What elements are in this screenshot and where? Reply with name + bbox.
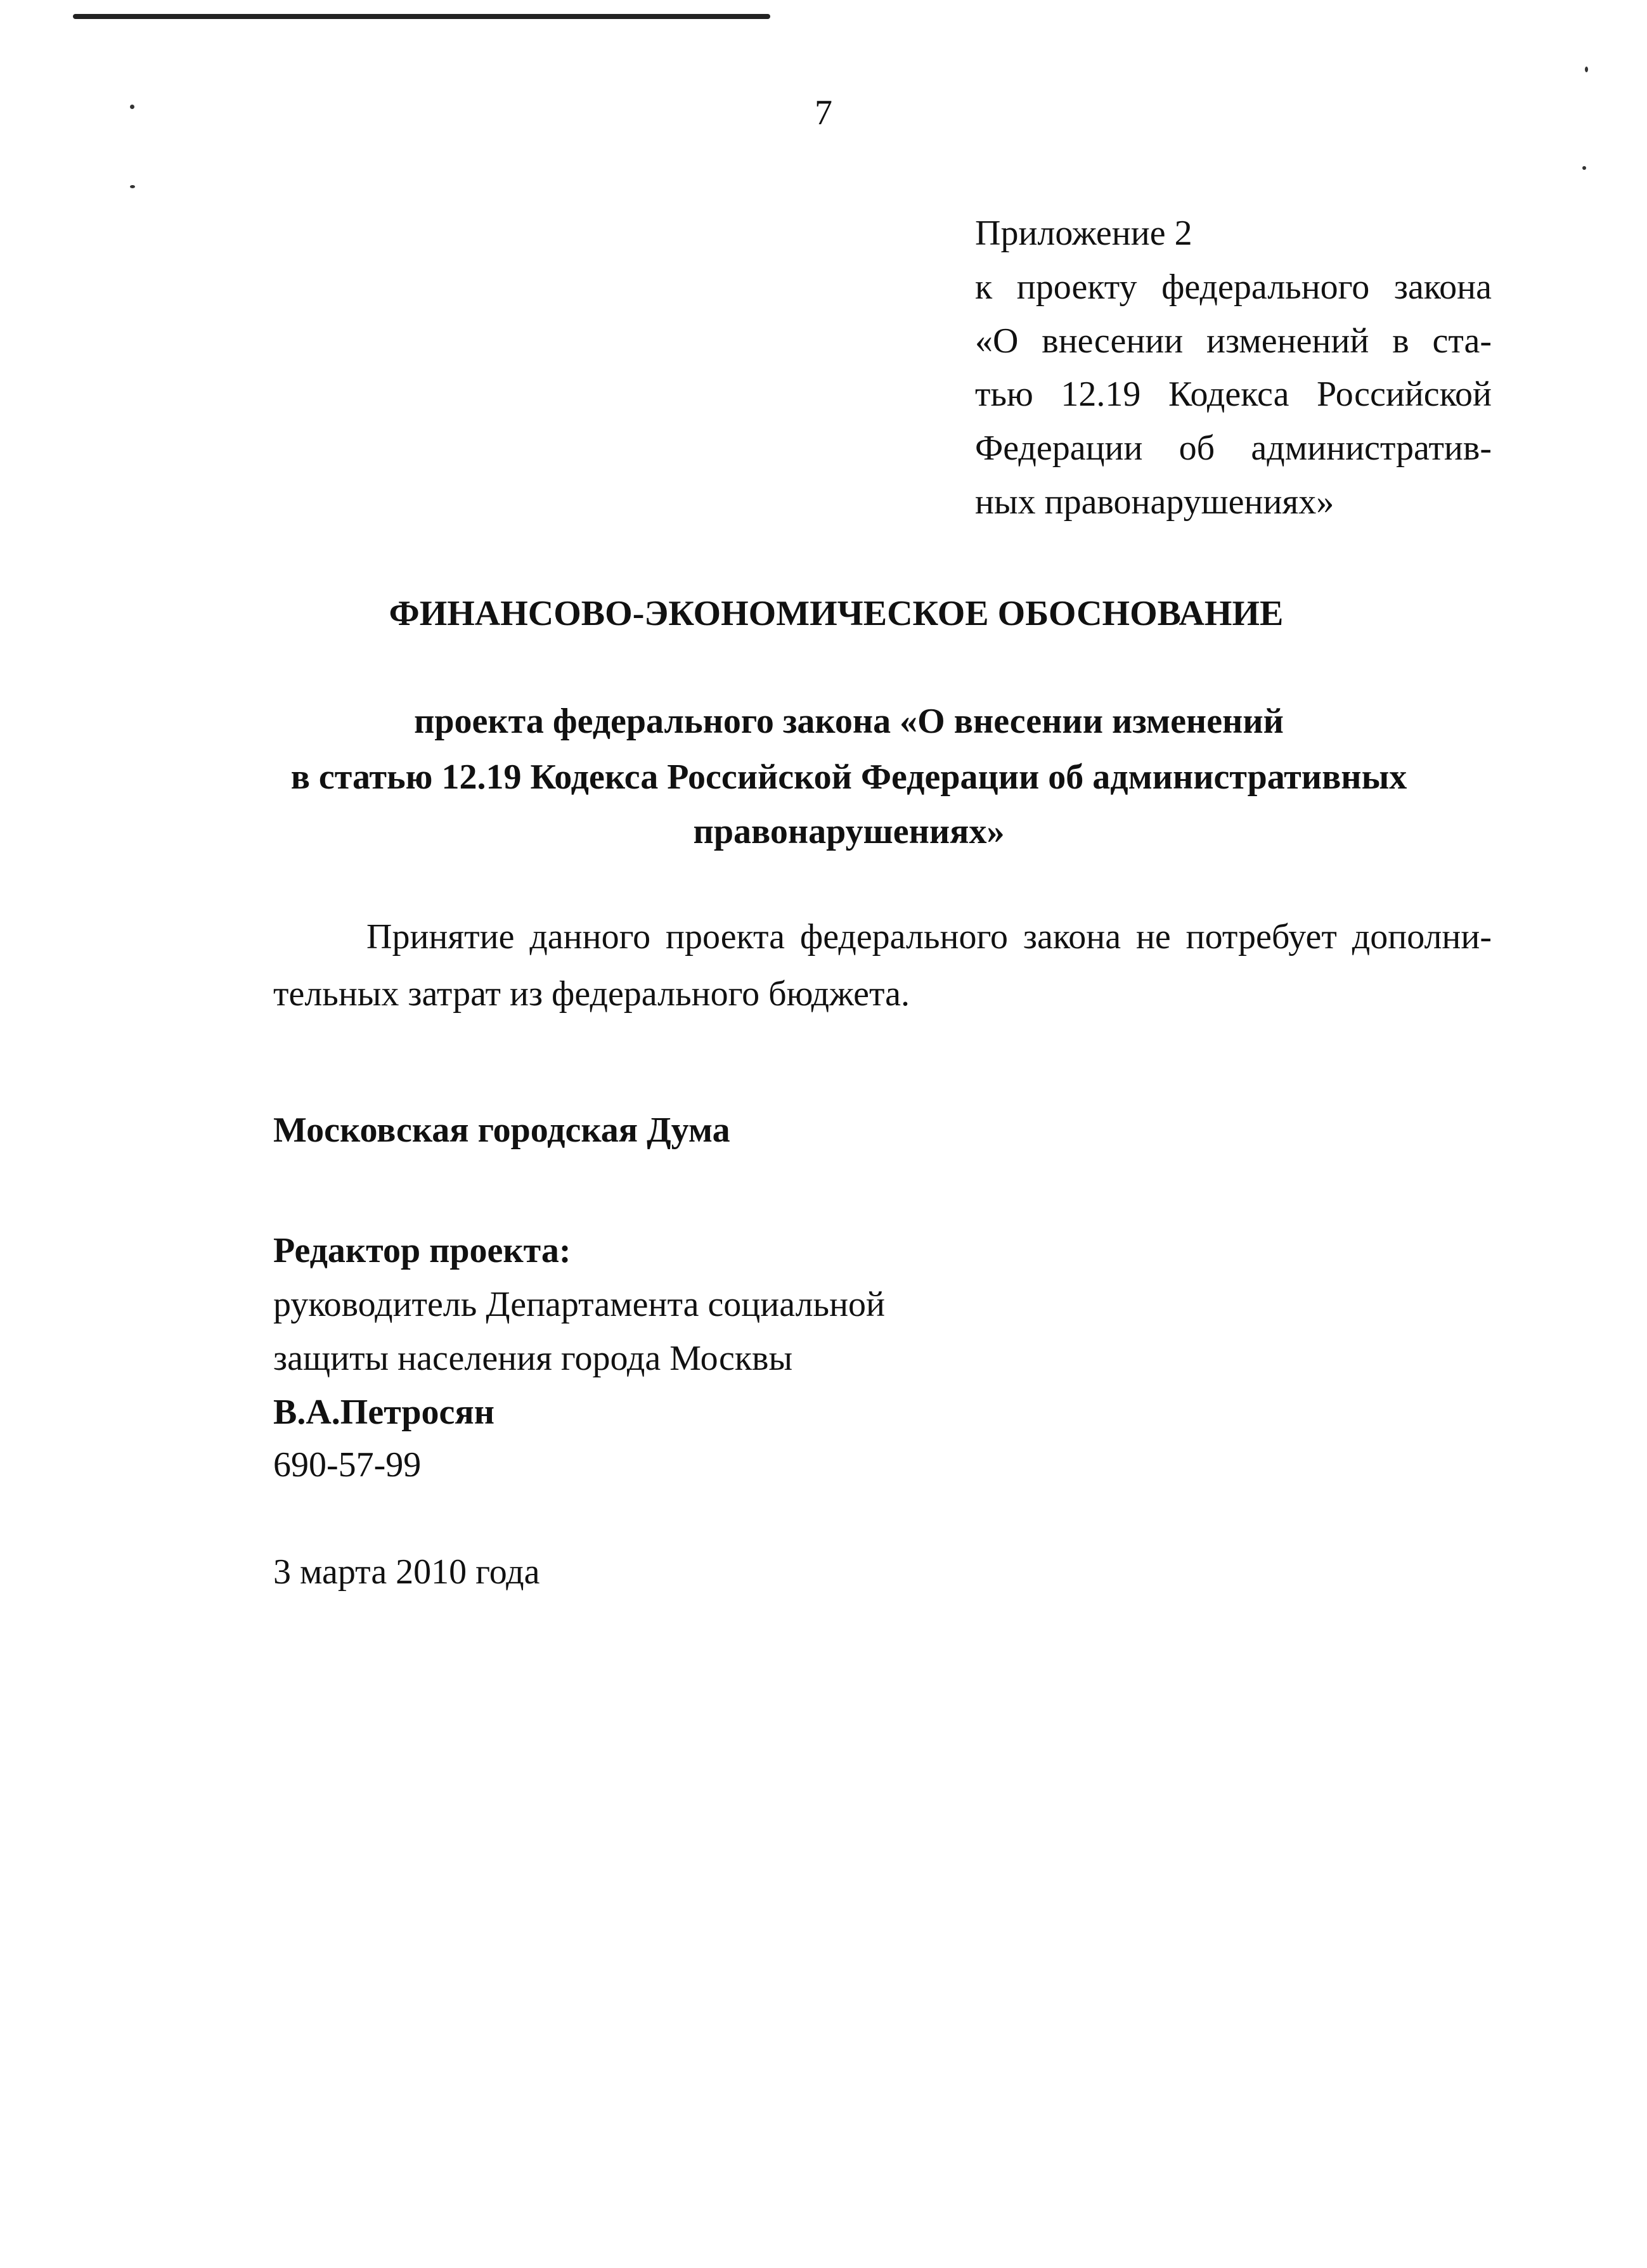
body-line: Принятие данного проекта федерального закона не потребует дополни-: [366, 917, 1492, 957]
editor-position: руководитель Департамента социальной: [273, 1285, 886, 1324]
appendix-line: «О внесении изменений в ста-: [975, 321, 1492, 361]
subtitle-line: в статью 12.19 Кодекса Российской Федерации об административных: [290, 757, 1407, 797]
editor-label: Редактор проекта:: [273, 1231, 571, 1270]
body-line: тельных затрат из федерального бюджета.: [273, 974, 910, 1014]
scan-artifact-line: [73, 14, 770, 19]
document-title: ФИНАНСОВО-ЭКОНОМИЧЕСКОЕ ОБОСНОВАНИЕ: [389, 594, 1284, 633]
scan-speck: [1585, 67, 1588, 72]
appendix-line: к проекту федерального закона: [975, 267, 1492, 307]
appendix-line: ных правонарушениях»: [975, 482, 1334, 522]
appendix-line: тью 12.19 Кодекса Российской: [975, 375, 1492, 414]
scan-speck: [1582, 166, 1586, 170]
editor-position: защиты населения города Москвы: [273, 1339, 793, 1378]
scan-speck: [130, 185, 135, 188]
editor-phone: 690-57-99: [273, 1445, 422, 1485]
appendix-line: Приложение 2: [975, 214, 1192, 253]
page-number: 7: [815, 93, 832, 132]
editor-name: В.А.Петросян: [273, 1393, 494, 1432]
organization-name: Московская городская Дума: [273, 1111, 730, 1150]
subtitle-line: проекта федерального закона «О внесении изменений: [414, 702, 1284, 741]
appendix-line: Федерации об административ-: [975, 428, 1492, 468]
subtitle-line: правонарушениях»: [693, 812, 1005, 851]
document-date: 3 марта 2010 года: [273, 1552, 540, 1592]
